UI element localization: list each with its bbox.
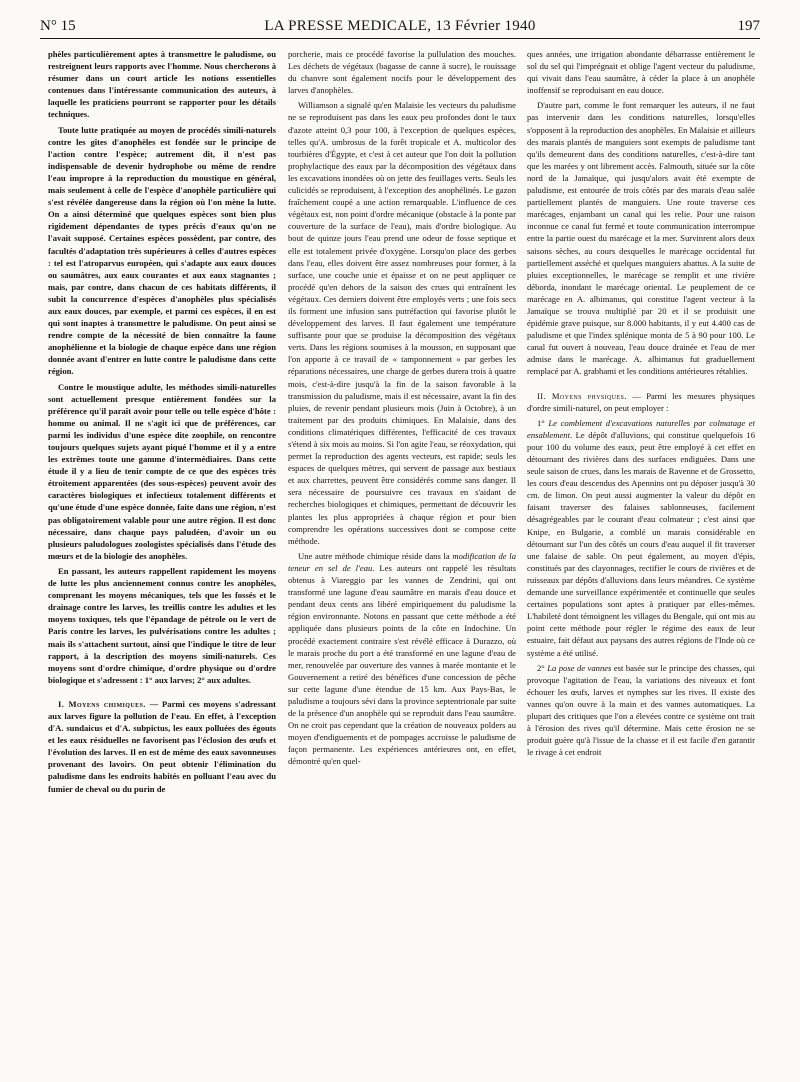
- page-header: [40, 18, 760, 39]
- paragraph-text: . Le dépôt d'alluvions, qui constitue quelquefois 16 pour 100 du volume des eaux, peut être employé à cet effet en détournant des rivières dans des surfaces endiguées. Dans une seule saison de crues, dans les marais de Ravenne et de Grossetto, les cours d'eau descendus des Apennins ont pu déposer jusqu'à 30 cm. de limon. On peut aussi augmenter la valeur du dépôt en faisant traverser des falaises sablonneuses, facilement désagrégeables par le courant d'eau colmateur ; c'est ainsi que Knipe, en Bulgarie, a comblé un marais considérable en détournant sur l'un des côtés un cours d'eau auquel il fit traverser une falaise de sable. On peut également, au moyen d'épis, constitués par des clayonnages, rectifier le cours de rivières et de ruisseaux par dépôts d'alluvions dans leurs méandres. Ce système demande une surveillance expérimentée et continuelle que seules certaines populations sont aptes à pratiquer par elles-mêmes. L'habileté dont témoignent les villages du Bengale, qui ont mis au point cette méthode pour régler le régime des eaux de leur estuaire, fait défaut aux paysans des autres régions de l'Inde où ce système a été utilisé.: [527, 429, 755, 658]
- paragraph: Contre le moustique adulte, les méthodes simili-naturelles sont actuellement presque entièrement fondées sur la préférence qu'il paraît avoir pour telle ou telle espèce d'hôte : homme ou animal. Il ne s'agit ici que de préférences, car parmi les individus d'une espèce dite zoophile, on rencontre toujours quelques sujets ayant piqué l'homme et il y a entre les extrêmes toute une gamme d'intermédiaires. Dans cette étude il y a lieu de tenir compte de ce que des espèces très étroitement apparentées (des sous-espèces) peuvent avoir des caractères biologiques et infectieux totalement différents et qu'une étude d'une espèce donnée, faite dans une région, n'est pas obligatoirement valable pour une autre région. Il est donc nécessaire, dans chaque pays paludéen, d'avoir un ou plusieurs paludologues zoologistes spécialisés dans l'étude des mœurs et de la biologie des anophèles.: [48, 381, 276, 561]
- section-physical: [527, 390, 755, 414]
- emphasis: La pose de vannes: [547, 662, 612, 673]
- emphasis: Le comblement d'excavations naturelles par colmatage et ensablement: [527, 417, 755, 440]
- emphasis: modification de la teneur en sel de l'eau: [288, 550, 516, 573]
- paragraph: Toute lutte pratiquée au moyen de procédés simili-naturels contre les gîtes d'anophèles est fondée sur le principe de l'action contre l'espèce; autrement dit, il n'est pas indispensable de devenir hydrophobe ou même de rendre l'eau impropre à la reproduction du moustique en général, mais seulement à celle de l'espèce d'anophèle particulière qui s'est révélée dangereuse dans la région où l'on mène la lutte. On a ainsi déterminé que quelques espèces sont bien plus rigidement dépendantes de types précis d'eaux qu'on ne l'avait supposé. Certaines espèces possèdent, par contre, des facultés d'adaptation très supérieures à celles d'autres espèces : tel est l'atroparvus européen, qui s'adapte aux eaux douces ou saumâtres, aux eaux courantes et aux eaux stagnantes ; mais, par contre, dans chacun de ces habitats différents, il subit la concurrence d'espèces d'anophèles plus spécialisés aux eaux douces, par exemple, et parmi ces espèces, il en est qui sont inaptes à transmettre le paludisme. On peut ainsi se rendre compte de la nécessité de bien connaître la faune anophélienne et la biologie de chaque espèce dans une région donnée avant d'entrer en lutte contre le paludisme dans cette région.: [48, 124, 276, 377]
- paragraph: porcherie, mais ce procédé favorise la pullulation des mouches. Les déchets de végétaux (bagasse de canne à sucre), le rouissage du chanvre sont également nocifs pour le développement des larves d'anophèles.: [288, 49, 516, 96]
- paragraph: D'autre part, comme le font remarquer les auteurs, il ne faut pas intervenir dans les conditions naturelles, lorsqu'elles s'opposent à la reproduction des anophèles. En Malaisie et ailleurs des marais plantés de manguiers sont exempts de paludisme tant qu'ils demeurent dans des conditions naturelles, c'est-à-dire tant que les marées y ont librement accès. Falmouth, située sur la côte nord de la Jamaïque, qui jusqu'alors avait été exempte de paludisme, est entourée de trois côtés par des marais d'eau salée partiellement plantés de manguiers. Une route traverse ces marécages, enjambant un canal qui les relie. Pour une raison inconnue ce canal fut fermé et toute communication interrompue entre la partie ouest du marécage et la mer. Survinrent alors deux saisons sèches, au cours desquelles le marécage occidental fut partiellement asséché et quelques manguiers abattus. A la suite de pluies exceptionnelles, le marécage se remplit et une rivière déborda, inondant le marécage oriental. Le peuplement de ce marécage en A. albimanus, qui constitue l'agent vecteur à la Jamaïque se trouva multiplié par 20 et il se produisit une épidémie grave puisque, sur 8.000 habitants, il y eut 4.400 cas de paludisme et que l'index splénique monta de 5 à 90 pour 100. Le canal fut ouvert à nouveau, l'eau douce drainée et l'eau de mer admise dans le marécage. A. albimanus fut graduellement remplacé par A. grabhami et les conditions antérieures rétablies.: [527, 100, 755, 377]
- paragraph-lead: Une autre méthode chimique réside dans la: [298, 550, 453, 561]
- section-text: — Parmi les mesures physiques d'ordre simili-naturel, on peut employer :: [527, 390, 755, 413]
- section-text: — Parmi ces moyens s'adressant aux larves figure la pollution de l'eau. En effet, à l'exception d'A. sundaicus et d'A. subpictus, les eaux polluées des égouts et les eaux résiduelles ne favorisent pas l'éclosion des œufs et l'évolution des larves. Il en est de même des eaux savonneuses provenant des lavoirs. On peut obtenir l'élimination du paludisme dans les endroits habités en polluant l'eau avec du fumier de cheval ou du purin de: [48, 698, 276, 794]
- section-chemical: [48, 698, 276, 795]
- item-number: 2°: [537, 662, 548, 673]
- item-number: 1°: [537, 417, 549, 428]
- paragraph-text: est basée sur le principe des chasses, qui provoque l'agitation de l'eau, la variations des niveaux et font échouer les œufs, larves et nymphes sur les rives. Il existe des vannes qu'on ouvre à la main et des vannes automatiques. La plupart des critiques que l'on a élevées contre ce système ont trait à l'érosion des rives qu'il détermine. Mais cette érosion ne se produit guère qu'à l'issue de la chasse et il est facile d'en garantir le rivage à cet endroit: [527, 662, 755, 758]
- column-1: [48, 48, 276, 1072]
- paragraph: [527, 417, 755, 659]
- journal-title-date: LA PRESSE MEDICALE, 13 Février 1940: [264, 18, 536, 34]
- paragraph-text: . Les auteurs ont rappelé les résultats obtenus à Viareggio par les vannes de Zendrini, qui ont transformé une lagune d'eau saumâtre en marais d'eau douce et pendant deux cents ans libéré empiriquement du paludisme la région environnante. Notons en passant que cette méthode a été appliquée dans plusieurs points de la côte en Indochine. Un procédé exactement contraire s'est révélé efficace à Durazzo, où le marais proche du port a été transformé en une lagune d'eau de mer, renouvelée par ouverture des vannes à marée montante et le Gouvernement a retiré des bénéfices d'une concession de pêche sur cette lagune d'une étendue de 15 km. Aux Pays-Bas, le paludisme a toujours sévi dans la province septentrionale par suite de la présence d'un anophèle qui se reproduit dans l'eau saumâtre. On ne croit pas cependant que la création de nouveaux polders au moyen d'endiguements et de pompages accroisse le paludisme de façon permanente. Les expériences antérieures ont, en effet, démontré qu'en quel-: [288, 562, 516, 767]
- paragraph: [527, 662, 755, 759]
- column-3: [527, 48, 755, 1072]
- column-2: [288, 48, 516, 1072]
- paragraph: phèles particulièrement aptes à transmettre le paludisme, ou restreignent leurs rapports avec l'homme. Nous chercherons à résumer dans un court article les notions essentielles contenues dans l'intéressante communication des auteurs, à laquelle les praticiens pourront se rapporter pour les détails techniques.: [48, 49, 276, 120]
- paragraph: [288, 550, 516, 768]
- page-number: 197: [737, 18, 760, 34]
- paragraph: ques années, une irrigation abondante débarrasse entièrement le sol du sel qui l'imprégnait et oblige l'agent vecteur du paludisme, qui vivait dans l'eau saumâtre, à céder la place à un anophèle inoffensif se reproduisant en eau douce.: [527, 49, 755, 96]
- section-heading: II. Moyens physiques.: [537, 390, 627, 401]
- issue-number: N° 15: [40, 18, 76, 34]
- paragraph: Williamson a signalé qu'en Malaisie les vecteurs du paludisme ne se reproduisent pas dans les eaux peu profondes dont le taux d'azote atteint 0,3 pour 100, à l'exception de quelques espèces, telles qu'A. umbrosus de la forêt tropicale et A. multicolor des tourbières d'Égypte, et c'est à cet auteur que l'on doit la pollution prophylactique des eaux par la décomposition des végétaux dans les excavations inondées où on jette des feuillages verts. Seuls les culicidés se reproduisent, à l'exception des anophélinés. Le gazon fraîchement coupé a une action remarquable. L'influence de ces végétaux est, non point d'ordre mécanique (obstacle à la ponte par couverture de la surface de l'eau), mais d'ordre biologique. Au bout de quinze jours l'eau prend une odeur de fosse septique et elle est totalement privée d'oxygène. Lorsqu'on place des gerbes dans l'eau, elles doivent être assez nombreuses pour former, à la surface, une couche unie et épaisse et on ne peut appliquer ce procédé qu'en dehors de la saison des crues qui entraînent les végétaux. Ces derniers doivent être employés verts ; une fois secs ils forment une infusion sans putréfaction qui favorise plutôt le développement des larves. Il faut également une température suffisante pour que se produise la décomposition des végétaux verts. Dans les régions soumises à la mousson, en supposant que l'on apporte à ce travail de « tamponnement » par gerbes les réparations nécessaires, une charge de gerbes durera trois à quatre mois, c'est-à-dire jusqu'à la fin de la saison favorable à la transmission du paludisme, mais il est nécessaire, avant la fin des pluies, de revenir pendant plusieurs mois (Juin à Octobre), à un traitement par des produits chimiques. En Malaisie, dans des conditions climatériques différentes, l'efficacité de ces travaux s'étend à six mois au moins. Si l'on agite l'eau, se réoxydation, qui permet la reproduction des agents vecteurs, est rapide; seuls les espaces de quelques mètres, qui servent de passage aux bestiaux et aux charrettes, peuvent être considérés comme sans danger. Il sera nécessaire de poursuivre ces travaux en s'aidant de recherches biologiques et chimiques, permettant de découvrir les plantes les plus appropriées à chaque région et pour bien comprendre les opérations successives dont se compose cette méthode.: [288, 100, 516, 546]
- paragraph: En passant, les auteurs rappellent rapidement les moyens de lutte les plus anciennement connus contre les anophèles, comprenant les moyens mécaniques, tels que les fossés et le drainage contre les larves, les treillis contre les adultes et les moyens toxiques, tels que l'épandage de pétrole ou le vert de Paris contre les larves, les pulvérisations contre les adultes ; mais ils s'attachent surtout, ainsi que l'indique le titre de leur rapport, à la description des moyens simili-naturels. Ces moyens sont d'ordre chimique, d'ordre physique ou d'ordre biologique et s'adressent : 1° aux larves; 2° aux adultes.: [48, 565, 276, 685]
- section-heading: I. Moyens chimiques.: [58, 698, 146, 709]
